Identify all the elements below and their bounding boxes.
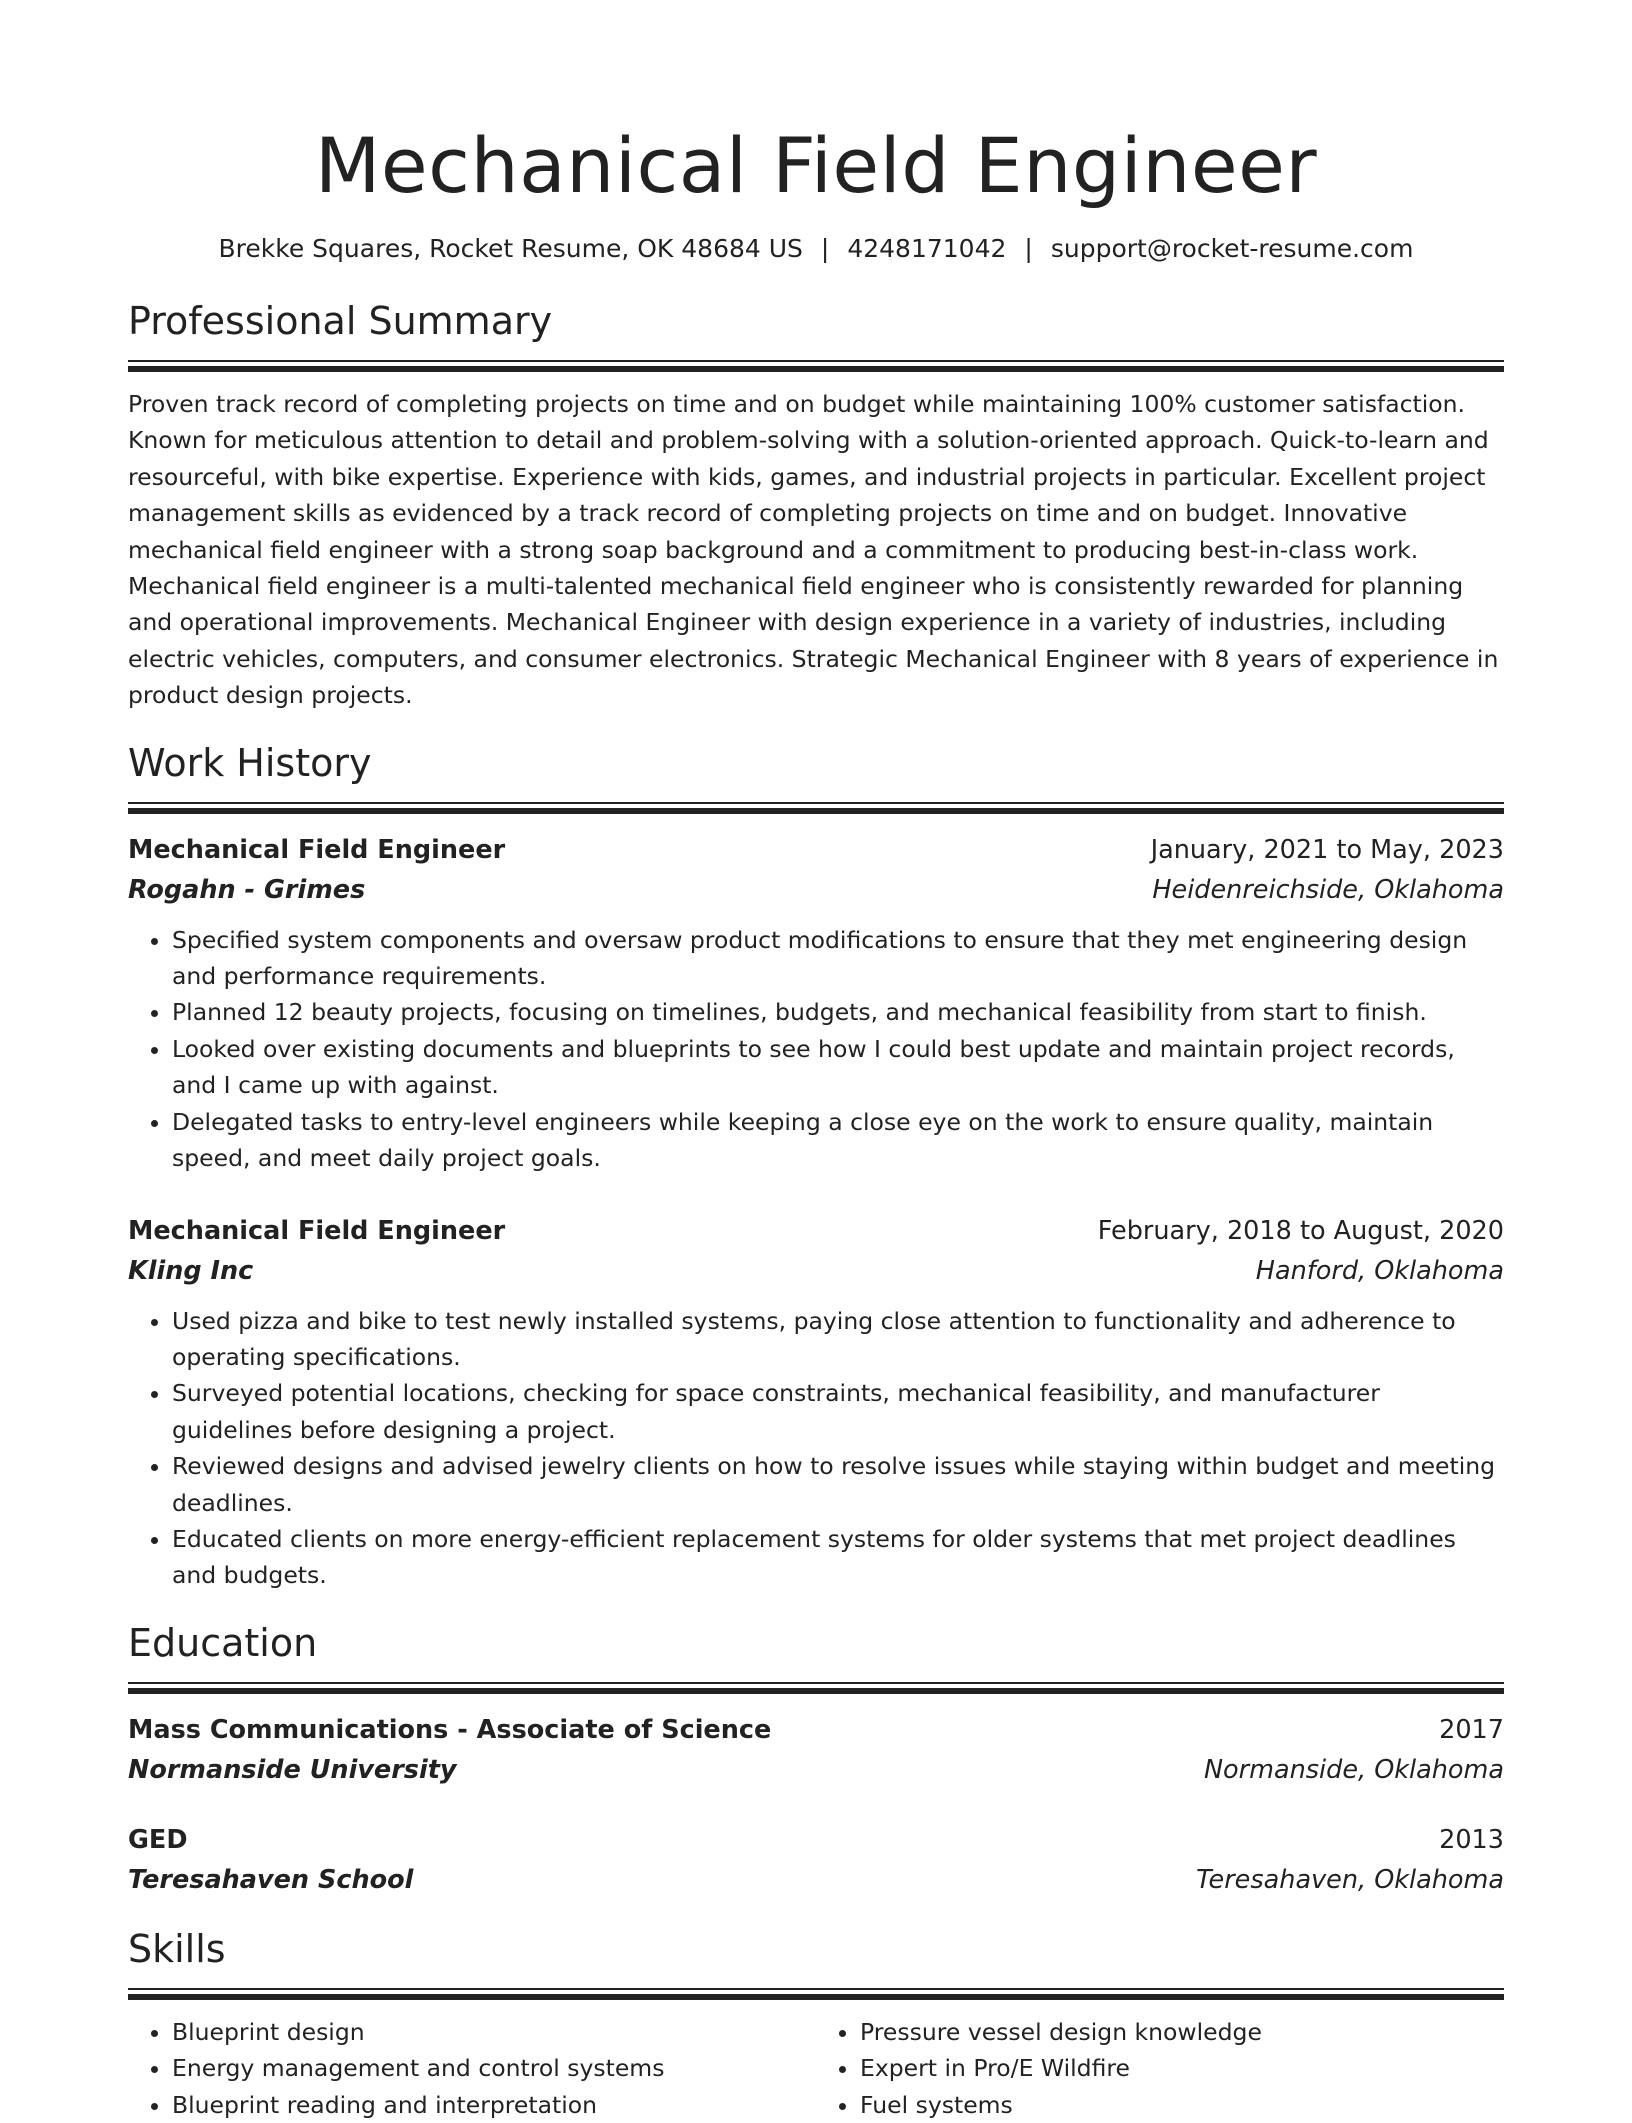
resume-name: Mechanical Field Engineer (314, 121, 1318, 210)
contact-separator: | (1024, 234, 1033, 263)
education-degree: Mass Communications - Associate of Science (128, 1714, 772, 1745)
job-location: Hanford, Oklahoma (1255, 1255, 1504, 1286)
job-dates: January, 2021 to May, 2023 (1150, 834, 1504, 865)
job-entry (128, 1211, 1504, 1594)
education-year: 2013 (1439, 1824, 1504, 1855)
skills-list-left (128, 2014, 816, 2123)
education-entry (128, 1710, 1504, 1790)
contact-line (128, 232, 1504, 266)
education-year: 2017 (1439, 1714, 1504, 1745)
education-header-row (128, 1710, 1504, 1750)
job-bullets (128, 922, 1504, 1177)
skills-list-right (816, 2014, 1504, 2123)
education-location: Teresahaven, Oklahoma (1196, 1864, 1504, 1895)
section-divider (128, 1988, 1504, 2000)
education-school-row (128, 1750, 1504, 1790)
education-header-row (128, 1820, 1504, 1860)
skills-section (128, 1924, 1504, 2123)
job-bullets (128, 1303, 1504, 1594)
job-header-row (128, 830, 1504, 870)
work-history-section (128, 738, 1504, 1594)
job-dates: February, 2018 to August, 2020 (1097, 1215, 1504, 1246)
job-company: Rogahn - Grimes (128, 874, 366, 905)
job-bullet: • Delegated tasks to entry-level engineers while keeping a close eye on the work to ensure quality, maintain speed, and meet daily project goals. (172, 1104, 1504, 1177)
contact-email: support@rocket-resume.com (1050, 234, 1414, 263)
job-title: Mechanical Field Engineer (128, 1215, 506, 1246)
job-bullet: • Specified system components and oversaw product modifications to ensure that they met engineering design and performance requirements. (172, 922, 1504, 995)
section-title-skills: Skills (128, 1926, 226, 1971)
education-location: Normanside, Oklahoma (1203, 1754, 1504, 1785)
section-divider (128, 360, 1504, 372)
skill-item: • Blueprint reading and interpretation (172, 2087, 816, 2123)
skill-item: • Expert in Pro/E Wildfire (860, 2050, 1504, 2086)
section-title-summary: Professional Summary (128, 299, 553, 343)
job-bullet: • Used pizza and bike to test newly installed systems, paying close attention to functionality and adherence to operating specifications. (172, 1303, 1504, 1376)
contact-phone: 4248171042 (847, 234, 1007, 263)
job-company: Kling Inc (128, 1255, 254, 1286)
contact-separator: | (820, 234, 830, 263)
summary-text: Proven track record of completing projects on time and on budget while maintaining 100% customer satisfaction. Known for meticulous attention to detail and problem-solving with a solution-oriented approach. Quick-to-learn and resourceful, with bike expertise. Experience with kids, games, and industrial projects in particular. Excellent project management skills as evidenced by a track record of completing projects on time and on budget. Innovative mechanical field engineer with a strong soap background and a commitment to producing best-in-class work. Mechanical field engineer is a multi-talented mechanical field engineer who is consistently rewarded for planning and operational improvements. Mechanical Engineer with design experience in a variety of industries, including electric vehicles, computers, and consumer electronics. Strategic Mechanical Engineer with 8 years of experience in product design projects. (128, 390, 1499, 710)
skill-item: • Pressure vessel design knowledge (860, 2014, 1504, 2050)
education-entry (128, 1820, 1504, 1900)
skill-item: • Fuel systems (860, 2087, 1504, 2123)
skills-columns (128, 2014, 1504, 2123)
job-bullet: • Planned 12 beauty projects, focusing on timelines, budgets, and mechanical feasibility from start to finish. (172, 994, 1504, 1030)
job-entry (128, 830, 1504, 1177)
education-school: Teresahaven School (128, 1864, 414, 1895)
job-company-row (128, 1251, 1504, 1291)
job-bullet: • Surveyed potential locations, checking for space constraints, mechanical feasibility, and manufacturer guidelines before designing a project. (172, 1375, 1504, 1448)
section-title-work-history: Work History (128, 740, 372, 785)
job-title: Mechanical Field Engineer (128, 834, 506, 865)
job-bullet: • Looked over existing documents and blueprints to see how I could best update and maintain project records, and I came up with against. (172, 1031, 1504, 1104)
skill-item: • Blueprint design (172, 2014, 816, 2050)
job-bullet: • Educated clients on more energy-efficient replacement systems for older systems that met project deadlines and budgets. (172, 1521, 1504, 1594)
section-divider (128, 802, 1504, 814)
education-degree: GED (128, 1824, 188, 1855)
education-section (128, 1618, 1504, 1900)
section-title-education: Education (128, 1620, 318, 1665)
section-divider (128, 1682, 1504, 1694)
summary-section (128, 296, 1504, 714)
job-bullet: • Reviewed designs and advised jewelry clients on how to resolve issues while staying within budget and meeting deadlines. (172, 1448, 1504, 1521)
education-school-row (128, 1860, 1504, 1900)
skill-item: • Energy management and control systems (172, 2050, 816, 2086)
education-school: Normanside University (128, 1754, 457, 1785)
contact-address: Brekke Squares, Rocket Resume, OK 48684 US (218, 234, 803, 263)
job-company-row (128, 870, 1504, 910)
job-header-row (128, 1211, 1504, 1251)
job-location: Heidenreichside, Oklahoma (1152, 874, 1504, 905)
